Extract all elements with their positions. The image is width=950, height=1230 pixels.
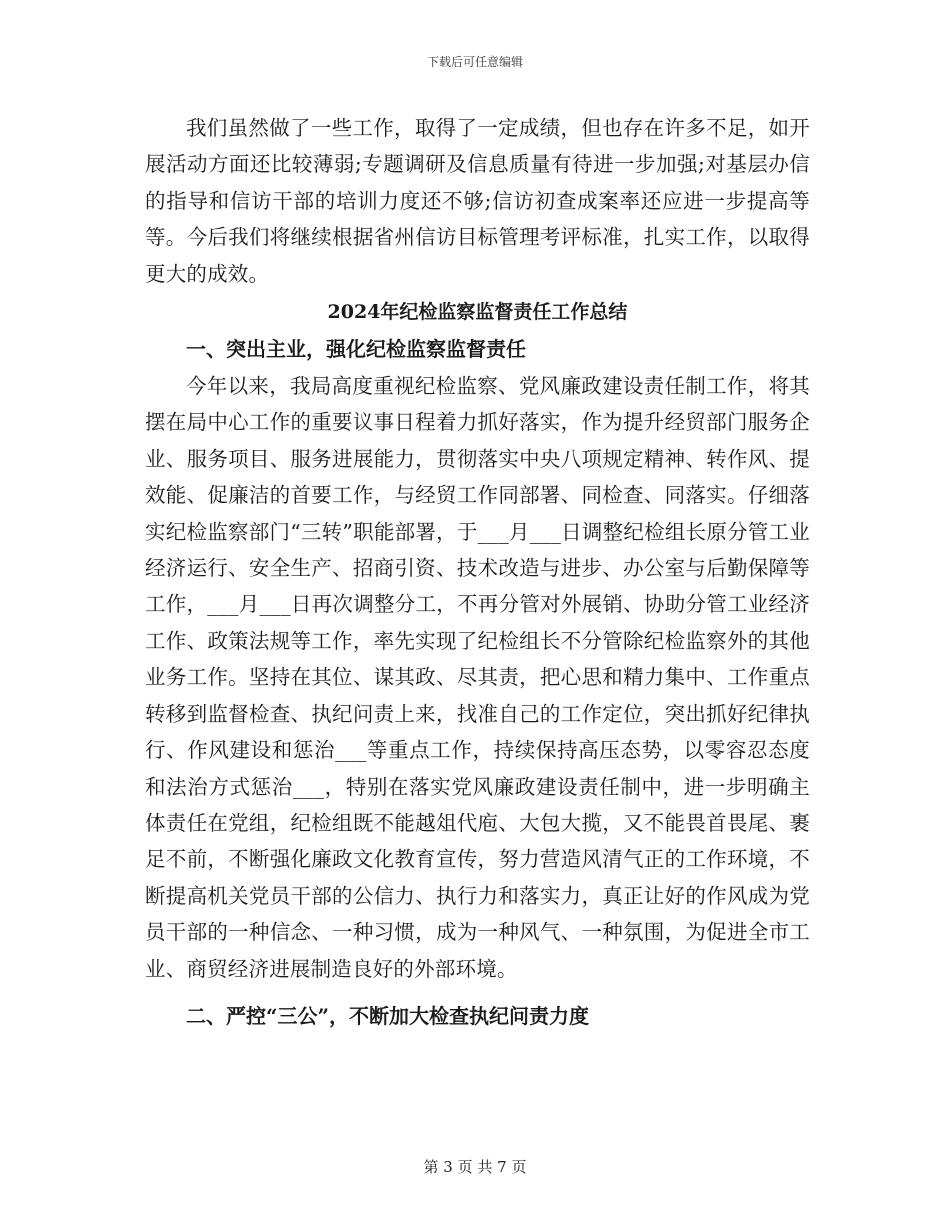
document-title: 2024年纪检监察监督责任工作总结: [327, 301, 628, 324]
section-2-heading: 二、严控“三公”，不断加大检查执纪问责力度: [186, 1003, 590, 1028]
section-1-heading: 一、突出主业，强化纪检监察监督责任: [186, 337, 526, 362]
intro-paragraph: 我们虽然做了一些工作，取得了一定成绩，但也存在许多不足，如开展活动方面还比较薄弱;专题调研及信息质量有待进一步加强;对基层办信的指导和信访干部的培训力度还不够;信访初查成案率还应进一步提高等等。今后我们将继续根据省州信访目标管理考评标准，扎实工作，以取得更大的成效。: [145, 116, 810, 286]
download-note: 下载后可任意编辑: [426, 55, 523, 69]
section-1-paragraph: 今年以来，我局高度重视纪检监察、党风廉政建设责任制工作，将其摆在局中心工作的重要议事日程着力抓好落实，作为提升经贸部门服务企业、服务项目、服务进展能力，贯彻落实中央八项规定精神、转作风、提效能、促廉洁的首要工作，与经贸工作同部署、同检查、同落实。仔细落实纪检监察部门“三转”职能部署，于___月___日调整纪检组长原分管工业经济运行、安全生产、招商引资、技术改造与进步、办公室与后勤保障等工作，___月___日再次调整分工，不再分管对外展销、协助分管工业经济工作、政策法规等工作，率先实现了纪检组长不分管除纪检监察外的其他业务工作。坚持在其位、谋其政、尽其责，把心思和精力集中、工作重点转移到监督检查、执纪问责上来，找准自己的工作定位，突出抓好纪律执行、作风建设和惩治___等重点工作，持续保持高压态势，以零容忍态度和法治方式惩治___，特别在落实党风廉政建设责任制中，进一步明确主体责任在党组，纪检组既不能越俎代庖、大包大揽，又不能畏首畏尾、裹足不前，不断强化廉政文化教育宣传，努力营造风清气正的工作环境，不断提高机关党员干部的公信力、执行力和落实力，真正让好的作风成为党员干部的一种信念、一种习惯，成为一种风气、一种氛围，为促进全市工业、商贸经济进展制造良好的外部环境。: [145, 374, 810, 981]
document-body: [145, 110, 810, 1035]
page-number: 第 3 页 共 7 页: [423, 1158, 527, 1176]
